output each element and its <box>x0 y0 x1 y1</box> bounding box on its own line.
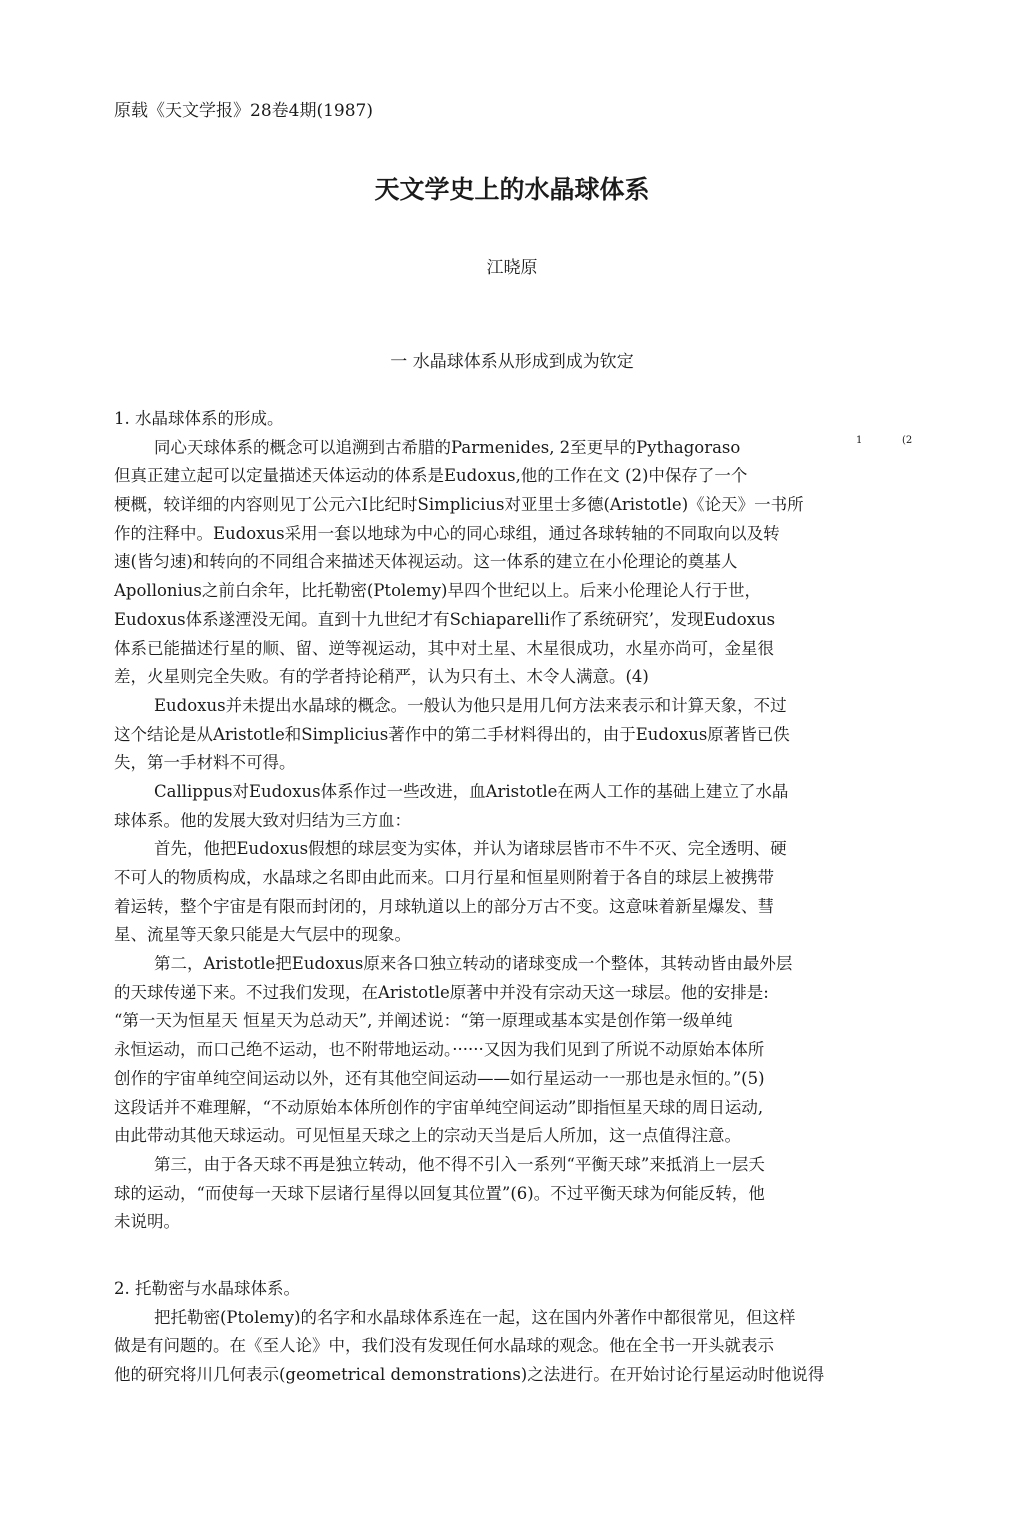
paragraph-line: 不可人的物质构成，水晶球之名即由此而来。口月行星和恒星则附着于各自的球层上被携带 <box>114 868 774 887</box>
article-body <box>114 405 914 1390</box>
paragraph-line: 把托勒密(Ptolemy)的名字和水晶球体系连在一起，这在国内外著作中都很常见，但这样 <box>154 1307 796 1327</box>
paragraph-line: 但真正建立起可以定量描述天体运动的体系是Eudoxus,他的工作在文 (2)中保存了一个 <box>114 466 748 486</box>
paragraph-line: 球的运动，“而使每一天球下层诸行星得以回复其位置”(6)。不过平衡天球为何能反转，他 <box>114 1183 765 1203</box>
article-title: 天文学史上的水晶球体系 <box>374 175 650 204</box>
paragraph-line: 这段话并不难理解，“不动原始本体所创作的宇宙单纯空间运动”即指恒星天球的周日运动, <box>114 1097 764 1117</box>
paragraph-line: 星、流星等天象只能是大气层中的现象。 <box>114 925 411 945</box>
paragraph-line: 着运转，整个宇宙是有限而封闭的，月球轨道以上的部分万古不变。这意味着新星爆发、彗 <box>114 896 774 916</box>
subsection-heading: 1. 水晶球体系的形成。 <box>114 409 284 428</box>
paragraph-line: 这个结论是从Aristotle和Simplicius著作中的第二手材料得出的，由于Eudoxus原著皆已佚 <box>114 724 790 744</box>
paragraph-line: 第二，Aristotle把Eudoxus原来各口独立转动的诸球变成一个整体，其转动皆由最外层 <box>154 954 793 974</box>
paragraph-line: 作的注释中。Eudoxus采用一套以地球为中心的同心球组，通过各球转轴的不同取向以及转 <box>114 523 780 543</box>
paragraph-line: Callippus对Eudoxus体系作过一些改进，血Aristotle在两人工作的基础上建立了水晶 <box>154 781 789 801</box>
paragraph-line: Eudoxus体系遂湮没无闻。直到十九世纪才有Schiaparelli作了系统研究’，发现Eudoxus <box>114 609 776 629</box>
paragraph-line: 他的研究将川几何表示(geometrical demonstrations)之法进行。在开始讨论行星运动时他说得 <box>114 1365 825 1384</box>
paragraph-line: 未说明。 <box>114 1212 180 1232</box>
paragraph-line: 体系已能描述行星的顺、留、逆等视运动，其中对土星、木星很成功，水星亦尚可，金星很 <box>114 638 774 658</box>
paragraph-line: 由此带动其他天球运动。可见恒星天球之上的宗动天当是后人所加，这一点值得注意。 <box>114 1126 741 1146</box>
paragraph-line: 失，第一手材料不可得。 <box>114 753 296 773</box>
paragraph-line: 首先，他把Eudoxus假想的球层变为实体，并认为诸球层皆市不牛不灭、完全透明、硬 <box>154 839 787 859</box>
paragraph-line: Apollonius之前白余年，比托勒密(Ptolemy)早四个世纪以上。后来小伦理论人行于世， <box>114 581 761 601</box>
section-gap <box>114 1237 914 1275</box>
footnote-mark: (2 <box>902 435 913 446</box>
paragraph-line: 球体系。他的发展大致对归结为三方血： <box>114 810 411 830</box>
author-name: 江晓原 <box>486 258 538 278</box>
paragraph-line: 差，火星则完全失败。有的学者持论稍严，认为只有土、木令人满意。(4) <box>114 667 649 687</box>
footnote-mark: 1 <box>856 435 863 446</box>
subsection-heading: 2. 托勒密与水晶球体系。 <box>114 1278 300 1298</box>
section-heading: 一 水晶球体系从形成到成为钦定 <box>390 352 634 372</box>
paragraph-line: 的天球传递下来。不过我们发现，在Aristotle原著中并没有宗动天这一球层。他的安排是: <box>114 982 769 1002</box>
source-citation: 原载《天文学报》28卷4期(1987) <box>114 101 373 121</box>
paragraph-line: “第一天为恒星天 恒星天为总动天”, 并阐述说：“第一原理或基本实是创作第一级单纯 <box>114 1011 733 1031</box>
paragraph-line: 第三，由于各天球不再是独立转动，他不得不引入一系列“平衡天球”来抵消上一层夭 <box>154 1154 765 1174</box>
paragraph-line: Eudoxus并未提出水晶球的概念。一般认为他只是用几何方法来表示和计算天象，不过 <box>154 695 787 715</box>
paragraph-line: 做是有问题的。在《至人论》中，我们没有发现任何水晶球的观念。他在全书一开头就表示 <box>114 1336 774 1356</box>
paragraph-line: 永恒运动，而口己绝不运动，也不附带地运动。······又因为我们见到了所说不动原始本体所 <box>114 1040 765 1060</box>
paragraph-line: 梗概，较详细的内容则见丁公元六I比纪时Simplicius对亚里士多德(Aristotle)《论天》一书所 <box>114 495 804 515</box>
paragraph-line: 创作的宇宙单纯空间运动以外，还有其他空间运动——如行星运动一一那也是永恒的。”(5) <box>114 1068 765 1088</box>
paragraph-line: 速(皆匀速)和转向的不同组合来描述天体视运动。这一体系的建立在小伦理论的奠基人 <box>114 552 738 572</box>
paragraph-line: 同心天球体系的概念可以追溯到古希腊的Parmenides, 2至更早的Pythagoraso <box>154 437 741 457</box>
